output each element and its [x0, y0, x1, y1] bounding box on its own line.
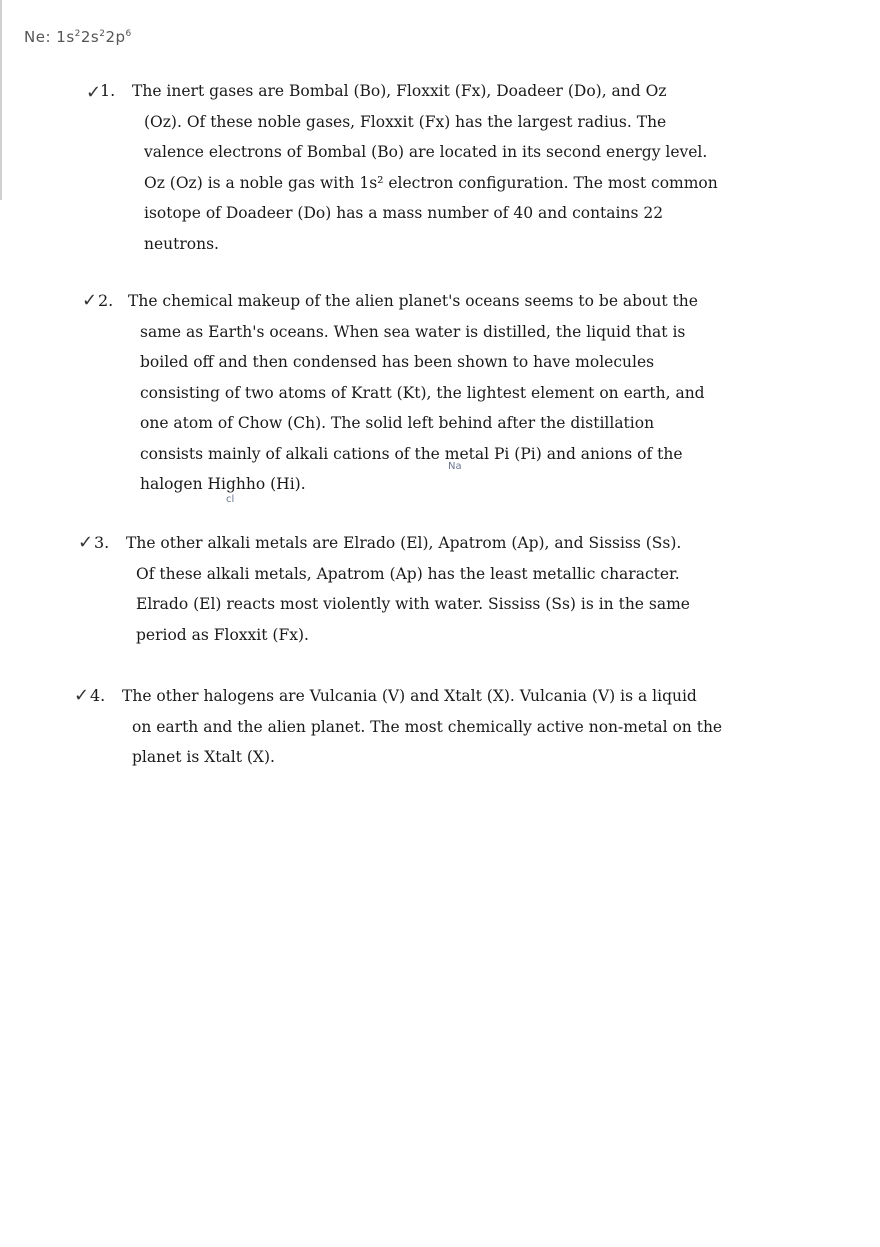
handwritten-annotation-cl: cl: [226, 494, 235, 505]
text-line: (Oz). Of these noble gases, Floxxit (Fx) has the largest radius. The: [144, 112, 667, 131]
item-text: [128, 286, 705, 500]
text-line: same as Earth's oceans. When sea water is distilled, the liquid that is: [140, 322, 686, 341]
check-mark-icon: ✓: [78, 532, 94, 553]
text-line: The other halogens are Vulcania (V) and Xtalt (X). Vulcania (V) is a liquid: [122, 687, 697, 705]
text-line: The chemical makeup of the alien planet's oceans seems to be about the: [128, 292, 698, 310]
handwritten-electron-configuration: Ne: $1s^22s^22p^6$: [24, 28, 132, 46]
check-mark-icon: ✓: [86, 82, 102, 103]
item-text: [122, 681, 722, 773]
check-mark-icon: ✓: [82, 290, 98, 311]
text-line: planet is Xtalt (X).: [132, 748, 275, 766]
text-line: The inert gases are Bombal (Bo), Floxxit (Fx), Doadeer (Do), and Oz: [132, 82, 667, 100]
text-line: period as Floxxit (Fx).: [136, 625, 309, 644]
text-line: halogen Highho (Hi).: [140, 475, 306, 493]
page-edge-line: [0, 0, 2, 200]
text-line: one atom of Chow (Ch). The solid left behind after the distillation: [140, 414, 655, 432]
item-number: 1.: [100, 81, 116, 100]
text-line: valence electrons of Bombal (Bo) are located in its second energy level.: [144, 143, 708, 161]
text-line: neutrons.: [144, 234, 219, 253]
text-line: on earth and the alien planet. The most chemically active non-metal on the: [132, 717, 723, 736]
text-line: The other alkali metals are Elrado (El), Apatrom (Ap), and Sississ (Ss).: [126, 534, 682, 552]
item-text: [132, 76, 718, 259]
handwritten-annotation-na: Na: [448, 461, 462, 472]
text-line: Elrado (El) reacts most violently with water. Sississ (Ss) is in the same: [136, 595, 690, 613]
item-number: 2.: [98, 291, 114, 310]
item-number: 3.: [94, 533, 110, 552]
text-line: Of these alkali metals, Apatrom (Ap) has the least metallic character.: [136, 564, 680, 583]
item-number: 4.: [90, 686, 106, 705]
check-mark-icon: ✓: [74, 685, 90, 706]
text-line: consisting of two atoms of Kratt (Kt), the lightest element on earth, and: [140, 383, 705, 402]
text-line: Oz (Oz) is a noble gas with 1s² electron configuration. The most common: [144, 173, 718, 192]
item-text: [126, 528, 690, 650]
text-line: isotope of Doadeer (Do) has a mass number of 40 and contains 22: [144, 204, 664, 222]
text-line: boiled off and then condensed has been shown to have molecules: [140, 353, 655, 371]
text-line: consists mainly of alkali cations of the metal Pi (Pi) and anions of the: [140, 444, 683, 463]
